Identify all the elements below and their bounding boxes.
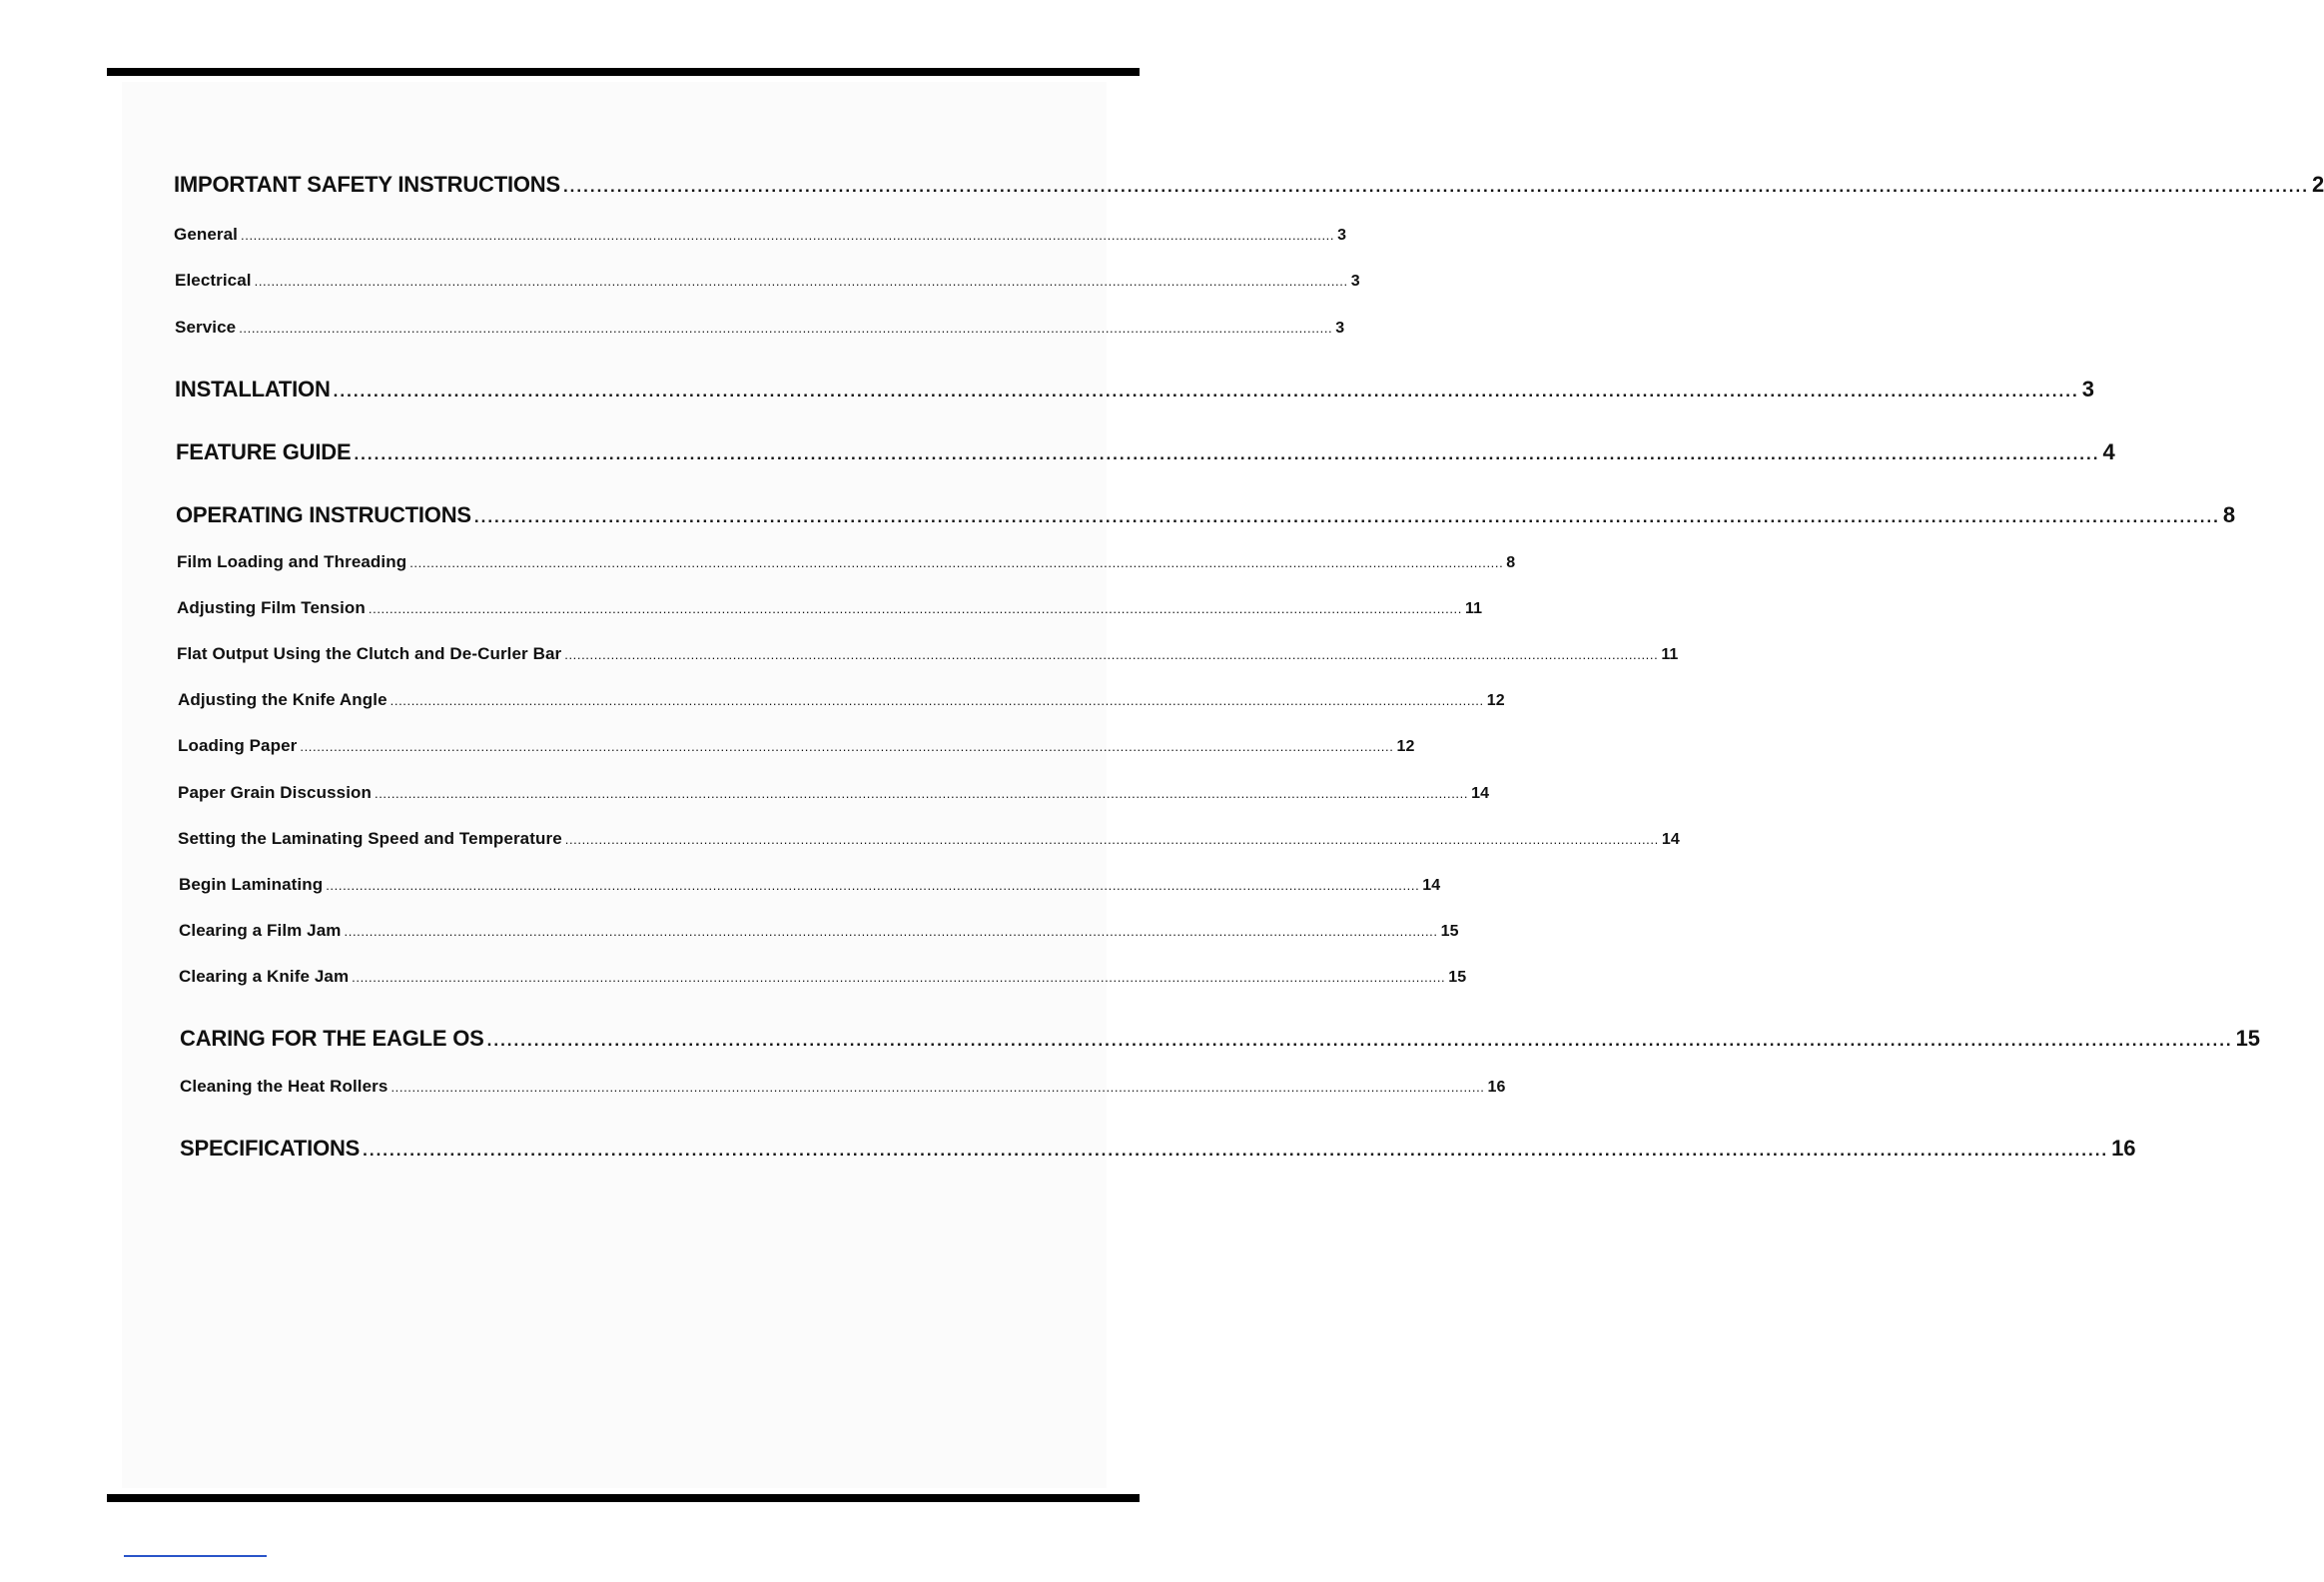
toc-entry-specifications[interactable]	[180, 1136, 2136, 1162]
toc-entry-title: Loading Paper	[178, 736, 298, 755]
toc-entry-page: 11	[1661, 646, 1679, 663]
toc-entry-page: 14	[1422, 877, 1441, 894]
toc-dot-leader: ....................................................................................................................................................................................................................................................................	[352, 970, 1446, 985]
toc-dot-leader: ....................................................................................................................................................................................................................................................................	[363, 1141, 2109, 1160]
toc-entry-page: 14	[1661, 831, 1680, 848]
toc-entry-cleaning-heat-rollers[interactable]	[180, 1077, 1506, 1097]
toc-dot-leader: ....................................................................................................................................................................................................................................................................	[375, 786, 1469, 801]
toc-entry-page: 3	[1335, 320, 1345, 337]
toc-entry-service[interactable]	[175, 318, 1345, 338]
toc-entry-page: 3	[2081, 377, 2094, 401]
toc-entry-title: Adjusting Film Tension	[177, 598, 366, 617]
toc-entry-page: 2	[2311, 172, 2324, 197]
toc-entry-electrical[interactable]	[175, 271, 1360, 291]
toc-entry-title: Paper Grain Discussion	[178, 783, 372, 802]
toc-entry-title: CARING FOR THE EAGLE OS	[180, 1026, 484, 1051]
toc-entry-clearing-film-jam[interactable]	[179, 921, 1459, 941]
toc-entry-page: 12	[1486, 692, 1505, 709]
toc-entry-loading-paper[interactable]	[178, 736, 1415, 756]
toc-dot-leader: ....................................................................................................................................................................................................................................................................	[354, 444, 2100, 463]
toc-entry-title: FEATURE GUIDE	[176, 439, 352, 464]
toc-entry-title: Service	[175, 318, 237, 337]
toc-entry-title: OPERATING INSTRUCTIONS	[176, 502, 471, 527]
toc-entry-paper-grain[interactable]	[178, 783, 1490, 803]
toc-entry-film-loading[interactable]	[177, 552, 1516, 572]
toc-entry-title: Electrical	[175, 271, 252, 290]
toc-entry-title: Flat Output Using the Clutch and De-Curler Bar	[177, 644, 562, 663]
toc-entry-adjusting-film-tension[interactable]	[177, 598, 1483, 618]
toc-entry-feature-guide[interactable]	[176, 439, 2115, 465]
toc-entry-title: Clearing a Knife Jam	[179, 967, 350, 986]
toc-entry-operating-instructions[interactable]	[176, 502, 2235, 528]
toc-entry-flat-output[interactable]	[177, 644, 1679, 664]
toc-entry-page: 15	[1448, 969, 1467, 986]
toc-entry-page: 16	[1487, 1079, 1506, 1096]
toc-entry-page: 8	[1506, 554, 1516, 571]
toc-entry-page: 14	[1471, 785, 1490, 802]
toc-dot-leader: ....................................................................................................................................................................................................................................................................	[486, 1031, 2233, 1050]
toc-dot-leader: ....................................................................................................................................................................................................................................................................	[344, 924, 1438, 939]
toc-dot-leader: ....................................................................................................................................................................................................................................................................	[300, 739, 1394, 754]
toc-entry-title: Setting the Laminating Speed and Temperature	[178, 829, 562, 848]
toc-entry-page: 4	[2102, 439, 2115, 464]
toc-entry-title: SPECIFICATIONS	[180, 1136, 361, 1161]
toc-dot-leader: ....................................................................................................................................................................................................................................................................	[564, 647, 1659, 662]
toc-entry-title: IMPORTANT SAFETY INSTRUCTIONS	[174, 172, 560, 197]
toc-entry-clearing-knife-jam[interactable]	[179, 967, 1467, 987]
toc-entry-page: 8	[2222, 502, 2235, 527]
toc-entry-page: 15	[1440, 923, 1459, 940]
toc-entry-begin-laminating[interactable]	[179, 875, 1441, 895]
toc-dot-leader: ....................................................................................................................................................................................................................................................................	[368, 601, 1462, 616]
toc-entry-title: Film Loading and Threading	[177, 552, 407, 571]
toc-dot-leader: ....................................................................................................................................................................................................................................................................	[239, 321, 1333, 336]
toc-entry-page: 12	[1396, 738, 1415, 755]
toc-dot-leader: ....................................................................................................................................................................................................................................................................	[473, 507, 2220, 526]
toc-entry-title: General	[174, 225, 239, 244]
toc-entry-title: Adjusting the Knife Angle	[178, 690, 387, 709]
toc-dot-leader: ....................................................................................................................................................................................................................................................................	[389, 693, 1484, 708]
toc-entry-page: 15	[2235, 1026, 2260, 1051]
toc-entry-title: Clearing a Film Jam	[179, 921, 342, 940]
toc-dot-leader: ....................................................................................................................................................................................................................................................................	[333, 382, 2079, 400]
toc-entry-page: 11	[1464, 600, 1483, 617]
toc-entry-title: INSTALLATION	[175, 377, 331, 401]
toc-dot-leader: ....................................................................................................................................................................................................................................................................	[390, 1080, 1485, 1095]
toc-entry-adjusting-knife-angle[interactable]	[178, 690, 1505, 710]
toc-entry-page: 3	[1350, 273, 1360, 290]
toc-dot-leader: ....................................................................................................................................................................................................................................................................	[409, 555, 1504, 570]
bottom-rule	[107, 1494, 1140, 1502]
toc-entry-installation[interactable]	[175, 377, 2094, 402]
toc-dot-leader: ....................................................................................................................................................................................................................................................................	[241, 228, 1335, 243]
toc-dot-leader: ....................................................................................................................................................................................................................................................................	[326, 878, 1420, 893]
toc-dot-leader: ....................................................................................................................................................................................................................................................................	[564, 832, 1659, 847]
toc-entry-page: 16	[2111, 1136, 2136, 1161]
toc-entry-general[interactable]	[174, 225, 1347, 245]
toc-dot-leader: ....................................................................................................................................................................................................................................................................	[254, 274, 1348, 289]
toc-entry-important-safety-instructions[interactable]	[174, 172, 2324, 198]
footer-link-underline[interactable]	[124, 1555, 267, 1557]
toc-entry-caring-eagle-os[interactable]	[180, 1026, 2260, 1052]
toc-entry-page: 3	[1337, 227, 1347, 244]
toc-dot-leader: ....................................................................................................................................................................................................................................................................	[562, 177, 2309, 196]
toc-entry-title: Begin Laminating	[179, 875, 324, 894]
toc-entry-speed-temperature[interactable]	[178, 829, 1680, 849]
toc-entry-title: Cleaning the Heat Rollers	[180, 1077, 388, 1096]
